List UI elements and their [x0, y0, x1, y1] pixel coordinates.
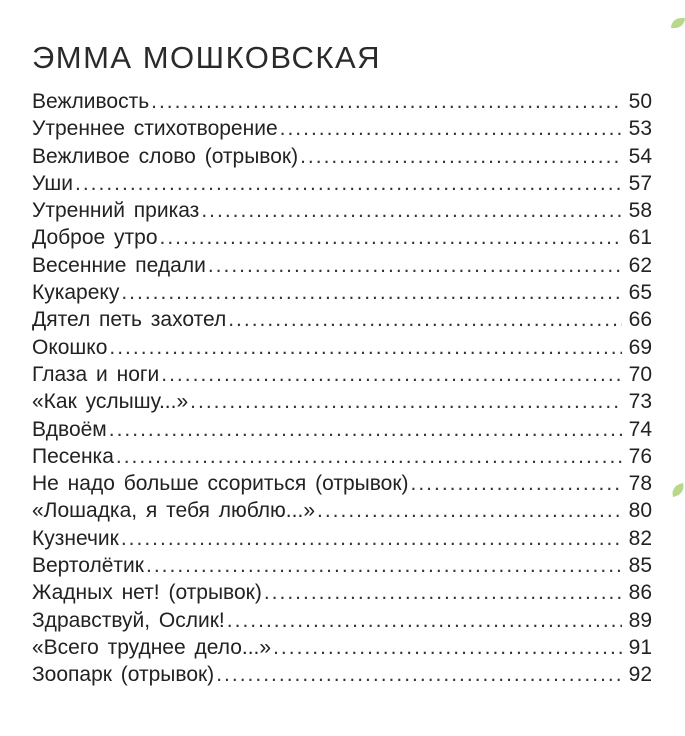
- toc-entry[interactable]: [32, 661, 652, 688]
- toc-entry-page-number: 85: [628, 554, 652, 578]
- dot-leader: [116, 443, 622, 470]
- toc-entry-page-number: 53: [628, 117, 652, 141]
- dot-leader: [151, 88, 622, 115]
- dot-leader: [216, 661, 622, 688]
- toc-entry-title: Доброе утро: [32, 226, 158, 250]
- toc-entry[interactable]: [32, 88, 652, 115]
- toc-entry-title: «Как услышу...»: [32, 390, 189, 414]
- toc-entry-title: Песенка: [32, 444, 114, 468]
- toc-entry-title: Вежливое слово (отрывок): [32, 144, 299, 168]
- toc-entry[interactable]: [32, 388, 652, 415]
- dot-leader: [121, 279, 622, 306]
- toc-entry[interactable]: [32, 170, 652, 197]
- toc-entry-page-number: 80: [628, 499, 652, 523]
- toc-entry[interactable]: [32, 443, 652, 470]
- toc-entry-page-number: 57: [628, 171, 652, 195]
- toc-entry-title: Утреннее стихотворение: [32, 117, 278, 141]
- leaf-decoration: [671, 18, 685, 28]
- toc-entry[interactable]: [32, 416, 652, 443]
- dot-leader: [208, 252, 622, 279]
- toc-entry-page-number: 70: [628, 362, 652, 386]
- table-of-contents: [32, 88, 652, 689]
- toc-entry-title: Зоопарк (отрывок): [32, 663, 215, 687]
- dot-leader: [201, 197, 622, 224]
- toc-entry-page-number: 61: [628, 226, 652, 250]
- dot-leader: [300, 143, 622, 170]
- toc-entry-title: Весенние педали: [32, 253, 206, 277]
- toc-entry-page-number: 92: [628, 663, 652, 687]
- dot-leader: [411, 470, 623, 497]
- toc-entry[interactable]: [32, 607, 652, 634]
- dot-leader: [109, 416, 622, 443]
- toc-entry-title: Не надо больше ссориться (отрывок): [32, 472, 409, 496]
- toc-entry[interactable]: [32, 252, 652, 279]
- toc-entry[interactable]: [32, 334, 652, 361]
- dot-leader: [227, 607, 622, 634]
- toc-entry-title: Дятел петь захотел: [32, 308, 227, 332]
- toc-entry-title: Кузнечик: [32, 526, 119, 550]
- toc-entry-page-number: 74: [628, 417, 652, 441]
- toc-entry[interactable]: [32, 197, 652, 224]
- toc-entry-page-number: 50: [628, 90, 652, 113]
- dot-leader: [160, 224, 622, 251]
- toc-entry-title: Здравствуй, Ослик!: [32, 608, 225, 632]
- toc-entry-page-number: 66: [628, 308, 652, 332]
- toc-entry[interactable]: [32, 115, 652, 142]
- dot-leader: [280, 115, 622, 142]
- toc-entry[interactable]: [32, 224, 652, 251]
- toc-entry-title: Глаза и ноги: [32, 362, 160, 386]
- toc-entry[interactable]: [32, 306, 652, 333]
- dot-leader: [146, 552, 622, 579]
- toc-entry[interactable]: [32, 470, 652, 497]
- toc-entry-title: Жадных нет! (отрывок): [32, 581, 262, 605]
- toc-entry-page-number: 78: [628, 472, 652, 496]
- toc-entry-page-number: 54: [628, 144, 652, 168]
- toc-entry-title: Вертолётик: [32, 554, 144, 578]
- toc-entry[interactable]: [32, 525, 652, 552]
- toc-entry[interactable]: [32, 143, 652, 170]
- toc-entry[interactable]: [32, 497, 652, 524]
- leaf-decoration: [670, 483, 685, 497]
- dot-leader: [264, 579, 622, 606]
- toc-entry-title: Утренний приказ: [32, 199, 200, 223]
- toc-entry-page-number: 73: [628, 390, 652, 414]
- toc-entry-page-number: 82: [628, 526, 652, 550]
- toc-entry[interactable]: [32, 552, 652, 579]
- toc-entry-page-number: 65: [628, 281, 652, 305]
- toc-entry-page-number: 62: [628, 253, 652, 277]
- toc-entry-page-number: 89: [628, 608, 652, 632]
- dot-leader: [317, 497, 622, 524]
- toc-entry-page-number: 58: [628, 199, 652, 223]
- dot-leader: [228, 306, 622, 333]
- toc-entry-page-number: 86: [628, 581, 652, 605]
- toc-entry[interactable]: [32, 361, 652, 388]
- dot-leader: [109, 334, 622, 361]
- toc-entry-title: Вежливость: [32, 90, 150, 113]
- toc-entry-title: Окошко: [32, 335, 108, 359]
- dot-leader: [121, 525, 622, 552]
- dot-leader: [273, 634, 622, 661]
- toc-entry-page-number: 69: [628, 335, 652, 359]
- toc-entry[interactable]: [32, 579, 652, 606]
- toc-entry[interactable]: [32, 634, 652, 661]
- section-title: ЭММА МОШКОВСКАЯ: [32, 40, 382, 75]
- dot-leader: [75, 170, 622, 197]
- toc-entry-title: «Лошадка, я тебя люблю...»: [32, 499, 315, 523]
- toc-entry-title: Кукареку: [32, 281, 120, 305]
- toc-entry-page-number: 91: [628, 635, 652, 659]
- toc-entry-page-number: 76: [628, 444, 652, 468]
- toc-entry-title: Уши: [32, 171, 73, 195]
- toc-entry[interactable]: [32, 279, 652, 306]
- toc-entry-title: «Всего труднее дело...»: [32, 635, 272, 659]
- dot-leader: [190, 388, 622, 415]
- dot-leader: [161, 361, 622, 388]
- toc-entry-title: Вдвоём: [32, 417, 107, 441]
